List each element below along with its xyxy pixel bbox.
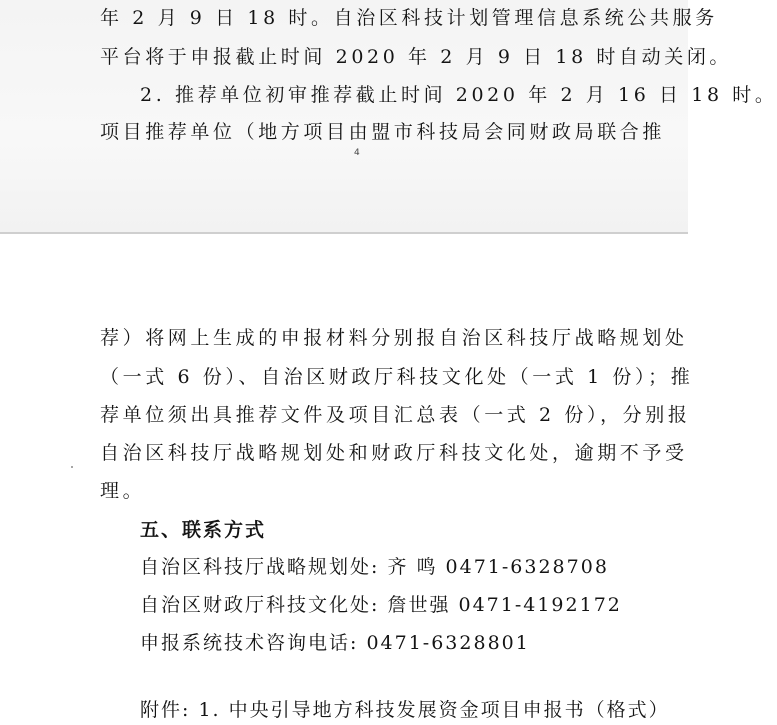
attachment-line: 附件: 1. 中央引导地方科技发展资金项目申报书（格式） [140, 699, 670, 721]
scan-speck [71, 466, 73, 468]
body-text-line: 项目推荐单位（地方项目由盟市科技局会同财政局联合推 [100, 121, 666, 143]
body-text-line: 平台将于申报截止时间 2020 年 2 月 9 日 18 时自动关闭。 [100, 46, 733, 68]
section-heading: 五、联系方式 [140, 519, 267, 541]
body-text-line: 2. 推荐单位初审推荐截止时间 2020 年 2 月 16 日 18 时。 [140, 84, 777, 106]
document-page-top [0, 0, 777, 232]
document-page-bottom [0, 234, 694, 725]
body-text-line: 自治区科技厅战略规划处和财政厅科技文化处，逾期不予受 [100, 442, 688, 464]
body-text-line: （一式 6 份）、自治区财政厅科技文化处（一式 1 份）；推 [100, 366, 694, 388]
body-text-line: 荐单位须出具推荐文件及项目汇总表（一式 2 份），分别报 [100, 404, 691, 426]
page-number: 4 [354, 148, 360, 158]
body-text-line: 荐）将网上生成的申报材料分别报自治区科技厅战略规划处 [100, 327, 688, 349]
contact-line: 自治区科技厅战略规划处: 齐 鸣 0471-6328708 [140, 556, 609, 578]
contact-line: 申报系统技术咨询电话: 0471-6328801 [140, 632, 530, 654]
body-text-line: 年 2 月 9 日 18 时。自治区科技计划管理信息系统公共服务 [100, 7, 718, 29]
contact-line: 自治区财政厅科技文化处: 詹世强 0471-4192172 [140, 594, 622, 616]
body-text-line: 理。 [100, 480, 146, 502]
